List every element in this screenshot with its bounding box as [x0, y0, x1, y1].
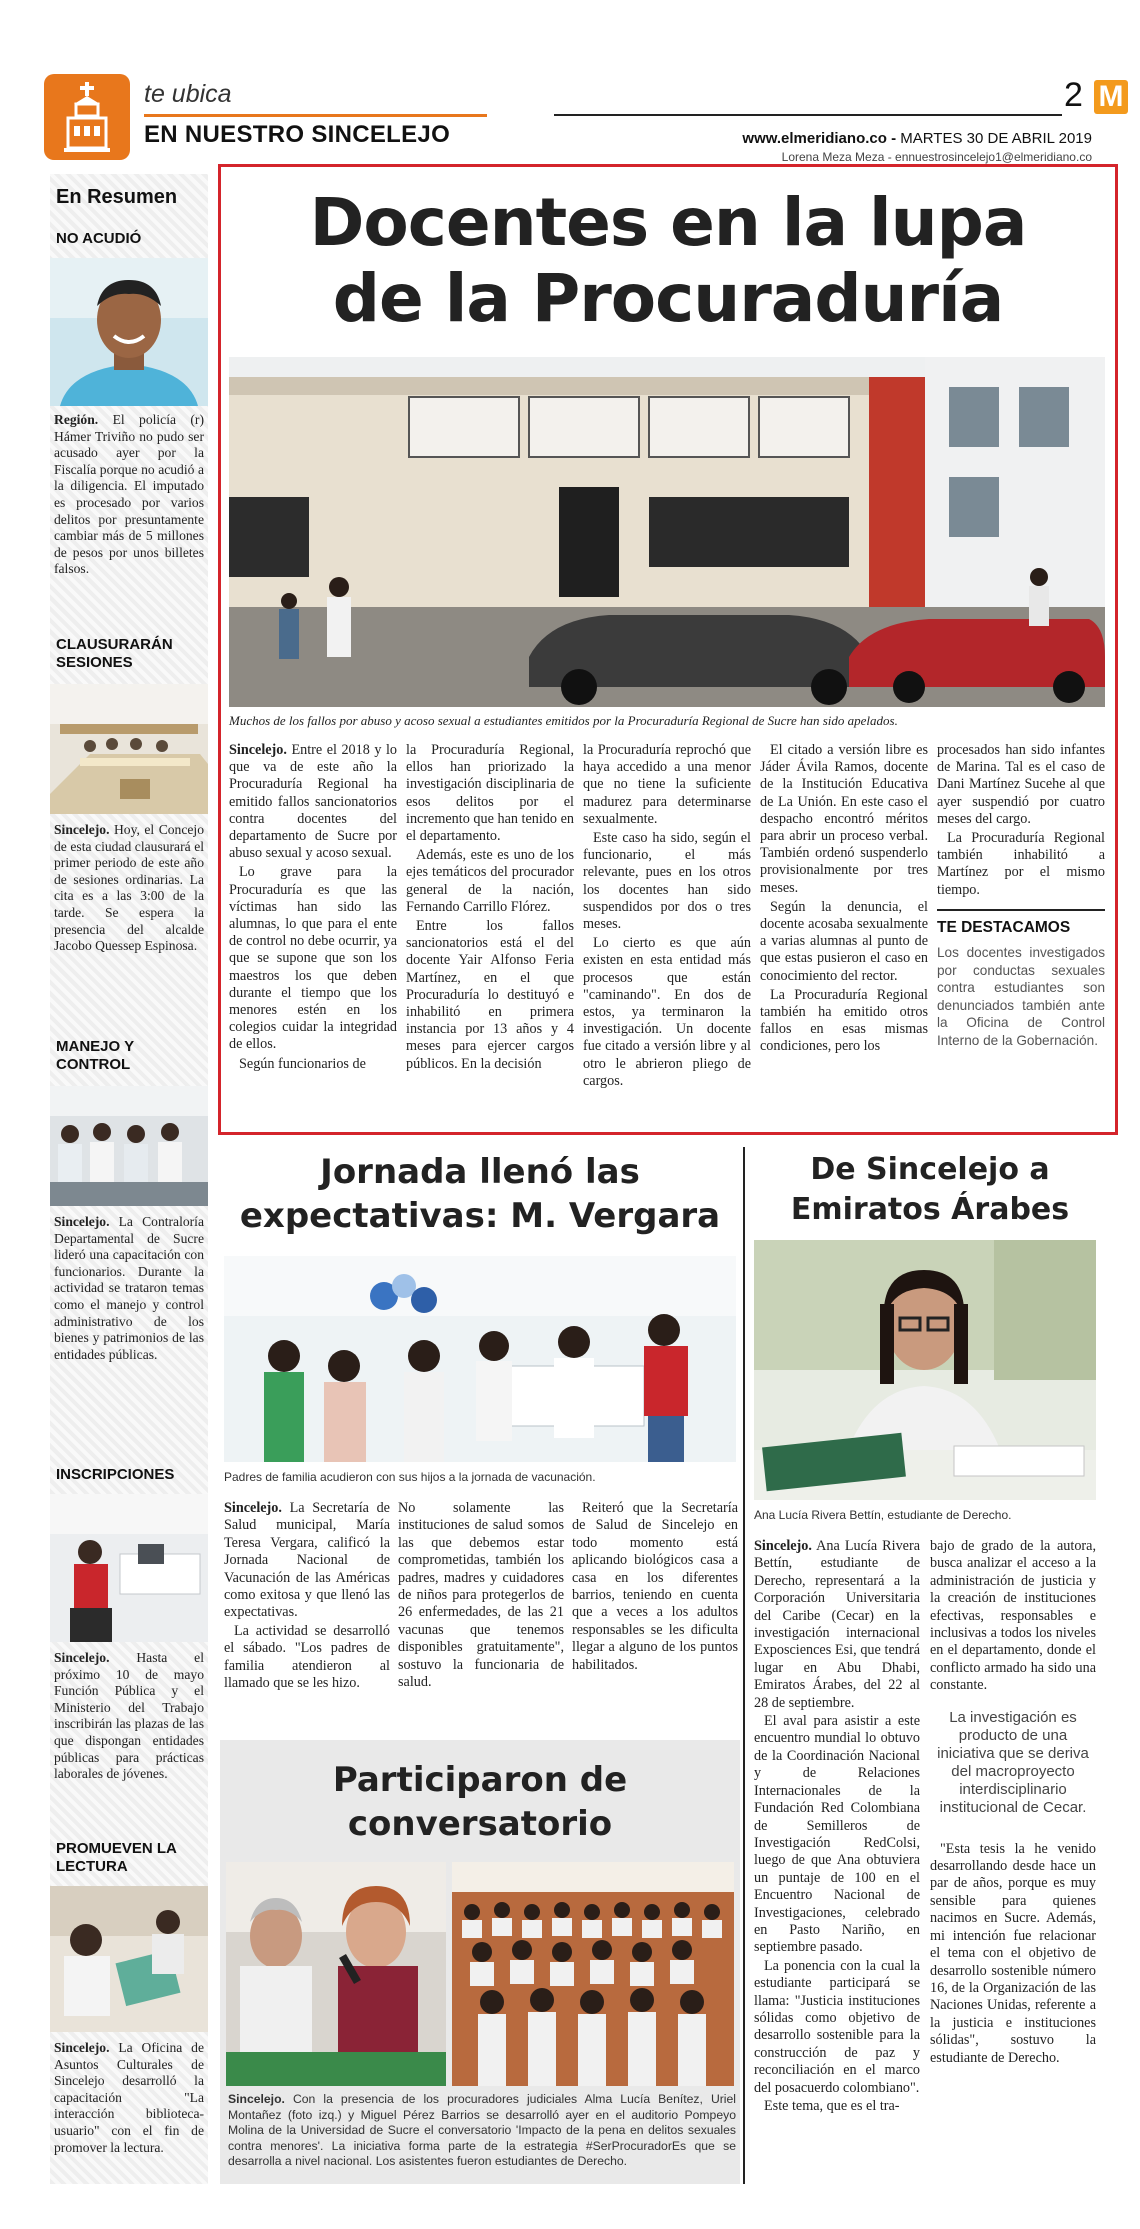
jornada-headline: Jornada llenó las expectativas: M. Vergara: [239, 1152, 721, 1236]
conversatorio-caption: Sincelejo. Con la presencia de los procuradores judiciales Alma Lucía Benítez, Uriel Montañez (foto izq.) y Miguel Pérez Barrios se desarrolló ayer en el auditorio Pompeyo Molina de la Universidad de Sucre el conversatorio 'Impacto de la pena en delitos sexuales contra menores'. La iniciativa forma parte de la estrategia #SerProcuradorEs que se desarrolla a nivel nacional. Los asistentes fueron estudiantes de Derecho.: [228, 2092, 736, 2168]
jornada-column-3: Reiteró que la Secretaría de Salud de Sincelejo en todo momento está aplicando biológicos casa a casa en los diferentes barrios, teniendo en cuenta que a veces a los adultos responsables se les dificulta llegar a alguno de los puntos habilitados.: [572, 1500, 738, 1673]
lead-headline: Docentes en la lupa de la Procuraduría: [309, 184, 1027, 337]
lead-story: [218, 164, 1118, 1135]
speakers-photo: [226, 1862, 446, 2086]
header-rule: [554, 114, 1062, 116]
jornada-column-2: No solamente las instituciones de salud somos las que debemos estar comprometidas, también los padres, madres y cuidadores de niños para protegerlos de 26 enfermedades, de las 21 vacunas que tenemos disponibles gratuitamente", sostuvo la funcionaria de salud.: [398, 1500, 564, 1691]
sidebar-heading: MANEJO Y CONTROL: [56, 1038, 134, 1073]
edition-date: MARTES 30 DE ABRIL 2019: [896, 130, 1092, 147]
portrait-photo: [50, 258, 208, 406]
lead-column-4: El citado a versión libre es Jáder Ávila Ramos, docente de la Institución Educativa de La Unión. En este caso el despacho encontró méritos para abrir un proceso verbal. También ordenó suspenderlo provisionalmente por tres meses. Según la denuncia, el docente acosaba sexualmente a varias alumnas al punto de que estas pusieron el caso en conocimiento del rector. La Procuraduría Regional también ha emitido otros fallos en esas mismas condiciones, pero los: [760, 742, 928, 1055]
conversatorio-story: [220, 1740, 740, 2184]
dateline: [742, 130, 1092, 147]
column-divider: [743, 1147, 745, 2184]
section-rule: [144, 114, 487, 117]
sidebar-heading: NO ACUDIÓ: [56, 230, 142, 247]
building-photo: [229, 357, 1105, 707]
sidebar-text: Sincelejo. Hasta el próximo 10 de mayo Función Pública y el Ministerio del Trabajo inscribirán las plazas de las que dispongan entidades públicas para prácticas laborales de jóvenes.: [54, 1650, 204, 1782]
emiratos-headline: De Sincelejo a Emiratos Árabes: [790, 1152, 1070, 1227]
audience-photo: [452, 1862, 734, 2086]
sidebar-title: En Resumen: [56, 186, 178, 208]
training-photo: [50, 1086, 208, 1206]
student-caption: Ana Lucía Rivera Bettín, estudiante de Derecho.: [754, 1508, 1012, 1522]
emiratos-column-2: bajo de grado de la autora, busca analizar el acceso a la administración de justicia y la creación de instituciones efectivas, responsables e inclusivas a todos los niveles en el departamento, donde el conflicto armado ha sido una constante. La investigación es producto de una iniciativa que se deriva del macroproyecto interdisciplinario institucional de Cecar. "Esta tesis la he venido desarrollando desde hace un par de años, porque es muy sensible para quienes nacimos en Sucre. Además, mi intención fue relacionar el tema con el objetivo de desarrollo sostenible número 16, de la Organización de las Naciones Unidas, referente a la justicia e instituciones sólidas", sostuvo la estudiante de Derecho.: [930, 1538, 1096, 2066]
reading-photo: [50, 1886, 208, 2032]
sidebar-heading: INSCRIPCIONES: [56, 1466, 175, 1483]
lead-body: [229, 742, 1105, 1127]
lead-column-2: la Procuraduría Regional, ellos han priorizado la investigación disciplinaria de esos delitos por el incremento que han tenido en el departamento. Además, este es uno de los ejes temáticos del procurador general de la nación, Fernando Carrillo Flórez. Entre los fallos sancionatorios está el del docente Yair Alfonso Feria Martínez, en el que Procuraduría lo destituyó e inhabilitó en primera instancia por 13 años y 4 meses para ejercer cargos públicos. En la decisión: [406, 742, 574, 1072]
lead-column-5: procesados han sido infantes de Marina. Tal es el caso de Dani Martínez Sucehe al que ayer suspendió por cuatro meses del cargo. La Procuraduría Regional también inhabilitó a Martínez por el mismo tiempo. TE DESTACAMOS Los docentes investigados por conductas sexuales contra estudiantes son denunciados también ante la Oficina de Control Interno de la Gobernación.: [937, 742, 1105, 1048]
sidebar-text: Sincelejo. La Contraloría Departamental de Sucre lideró una capacitación con funcionarios. Durante la actividad se trataron temas como el manejo y control administrativo de los bienes y patrimonios de las entidades públicas.: [54, 1214, 204, 1362]
section-kicker: te ubica: [144, 80, 232, 108]
page-header: [44, 74, 1124, 166]
emiratos-column-1: Sincelejo. Ana Lucía Rivera Bettín, estudiante de Derecho, representará a la Corporación Universitaria del Caribe (Cecar) en la investigación internacional Exposciences Esi, que tendrá lugar en Abu Dhabi, Emiratos Árabes, del 22 al 28 de septiembre. El aval para asistir a este encuentro mundial lo obtuvo de la Coordinación Nacional y de Relaciones Internacionales de la Fundación Red Colombiana de Semilleros de Investigación RedColsi, luego de que Ana obtuviera un puntaje de 100 en el Encuentro Nacional de Investigaciones, celebrado en Pasto Nariño, en septiembre pasado. La ponencia con la cual la estudiante participará se llama: "Justicia instituciones sólidas como objetivo de desarrollo sostenible para la construcción de paz y reconciliación en el marco del posacuerdo colombiano". Este tema, que es el tra-: [754, 1538, 920, 2114]
vaccination-photo: [224, 1256, 736, 1462]
author-line: Lorena Meza Meza - ennuestrosincelejo1@elmeridiano.co: [781, 150, 1092, 164]
lead-photo-caption: Muchos de los fallos por abuso y acoso sexual a estudiantes emitidos por la Procuraduría Regional de Sucre han sido apelados.: [229, 713, 898, 728]
sidebar-heading: CLAUSURARÁN SESIONES: [56, 636, 173, 671]
newspaper-logo: M: [1094, 80, 1128, 114]
lead-column-1: Sincelejo. Entre el 2018 y lo que va de este año la Procuraduría Regional ha emitido fallos sancionatorios contra docentes del departamento de Sucre por abuso sexual y acoso sexual. Lo grave para la Procuraduría es que las víctimas han sido las alumnas, lo que para el ente de control no debe ocurrir, ya que se supone que son los maestros los que deben durante el tiempo que los menores estén en los colegios cuidar la integridad de ellos. Según funcionarios de: [229, 742, 397, 1072]
jornada-column-1: Sincelejo. La Secretaría de Salud municipal, María Teresa Vergara, calificó la Jornada Nacional de Vacunación de las Américas como exitosa y que llenó las expectativas. La actividad se desarrolló el sábado. "Los padres de familia atendieron al llamado que se les hizo.: [224, 1500, 390, 1692]
student-photo: [754, 1240, 1096, 1500]
page-number: 2: [1064, 76, 1083, 114]
highlight-heading: TE DESTACAMOS: [937, 909, 1105, 944]
lead-column-3: la Procuraduría reprochó que haya accedido a una menor que no tiene la suficiente madurez para determinarse sexualmente. Este caso ha sido, según el funcionario, el más relevante, pues en los otros los docentes han sido suspendidos por dos o tres meses. Lo cierto es que aún existen en esta entidad más procesos que están "caminando". En dos de estos, ya terminaron la investigación. Un docente fue citado a versión libre y al otro le abrieron pliego de cargos.: [583, 742, 751, 1089]
pull-quote: La investigación es producto de una iniciativa que se deriva del macroproyecto interdisciplinario institucional de Cecar.: [937, 1708, 1089, 1816]
site-link[interactable]: www.elmeridiano.co -: [742, 130, 897, 147]
office-photo: [50, 1494, 208, 1642]
church-logo-icon: [44, 74, 130, 160]
sidebar-heading: PROMUEVEN LA LECTURA: [56, 1840, 177, 1875]
sidebar-text: Sincelejo. La Oficina de Asuntos Culturales de Sincelejo desarrolló la capacitación "La interacción biblioteca-usuario" con el fin de promover la lectura.: [54, 2040, 204, 2155]
highlight-text: Los docentes investigados por conductas sexuales contra estudiantes son denunciados también ante la Oficina de Control Interno de la Gobernación.: [937, 945, 1105, 1048]
council-photo: [50, 684, 208, 814]
sidebar-text: Sincelejo. Hoy, el Concejo de esta ciudad clausurará el primer periodo de este año de sesiones ordinarias. La cita es a las 3:00 de la tarde. Se espera la presencia del alcalde Jacobo Quessep Espinosa.: [54, 822, 204, 954]
sidebar-text: Región. El policía (r) Hámer Triviño no pudo ser acusado ayer por la Fiscalía porque no acudió a la diligencia. El imputado es procesado por varios delitos por presuntamente cambiar más de 5 millones de pesos por unos billetes falsos.: [54, 412, 204, 577]
summary-sidebar: [50, 174, 208, 2184]
vaccination-caption: Padres de familia acudieron con sus hijos a la jornada de vacunación.: [224, 1470, 596, 1484]
conversatorio-headline: Participaron de conversatorio: [332, 1760, 628, 1844]
section-name: EN NUESTRO SINCELEJO: [144, 121, 451, 148]
